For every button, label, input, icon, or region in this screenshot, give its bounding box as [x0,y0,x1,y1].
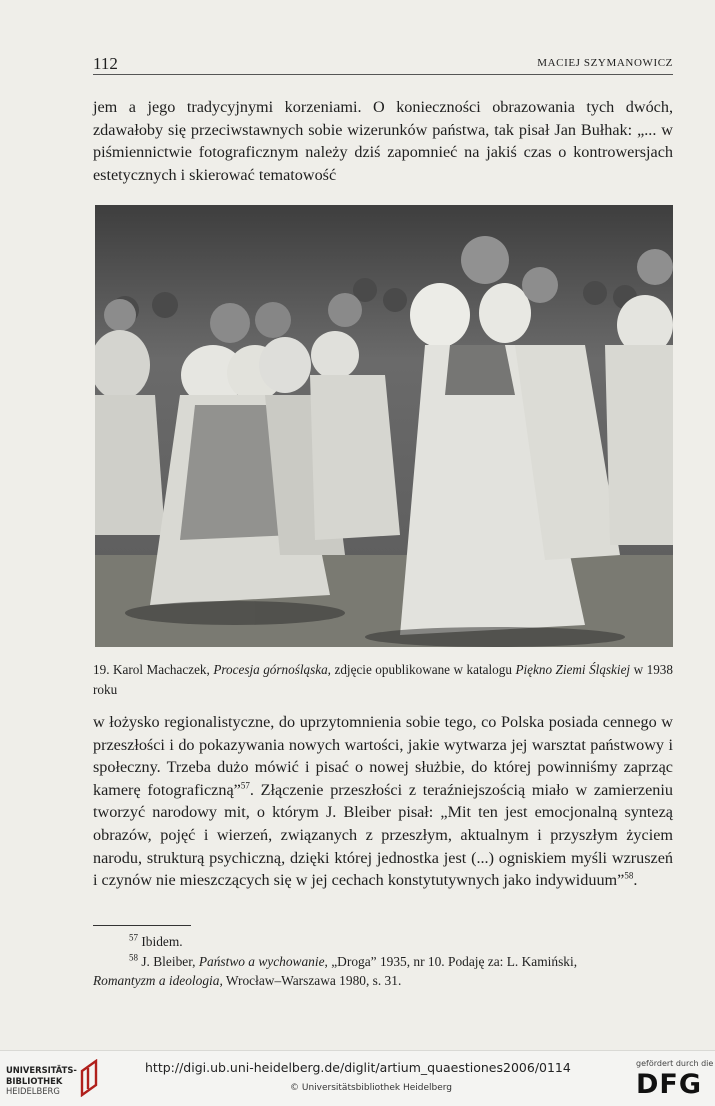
paragraph-bottom-part1: w łożysko regionalistyczne, do uprzytomnienia sobie tego, co Polska posiada cennego w przeszłości i do pokazywania nowych wartości, jakie wytwarza jej warsztat państwowy i społeczny. Trzeba dużo mówić i pisać o nowej służbie, do której powinniśmy zaprząc kamerę fotograficzną” [93,713,673,799]
footnote-text: J. Bleiber, [138,953,199,969]
body-text-bottom [93,711,673,892]
footnote-text: Ibidem. [138,934,183,949]
viewer-footer [0,1050,715,1106]
library-logo-icon[interactable] [74,1059,100,1097]
footnote-rule [93,925,191,926]
caption-catalog: Piękno Ziemi Śląskiej [515,662,631,677]
page-header [93,54,673,75]
footnote-58 [93,952,673,991]
library-name-line2: BIBLIOTHEK [6,1075,63,1086]
library-name-line1: UNIVERSITÄTS- [6,1065,77,1075]
footnote-text: Wrocław–Warszawa 1980, s. 31. [222,973,402,988]
paragraph-bottom-part2: . Złączenie przeszłości z teraźniejszością miało w zamierzeniu tworzyć narodowy mit, o którym J. Bleiber pisał: „Mit ten jest emocjonalną syntezą obrazów, pojęć i wierzeń, związanych z przeszłym, aktualnym i przyszłym życiem narodu, strukturą psychiczną, dzięki której jednostka jest (...) ogniskiem myśli wzruszeń i czynów nie mieszczących się w jej cechach konstytutywnych jako indywiduum” [93,780,673,890]
caption-title: Procesja górnośląska, [213,662,331,677]
library-name-line3: HEIDELBERG [6,1086,60,1096]
figure-caption [93,660,673,700]
paragraph-bottom-part3: . [633,871,638,890]
photo-procession-icon [95,205,673,647]
copyright-text: © Universitätsbibliothek Heidelberg [290,1083,453,1093]
body-text-top [93,96,673,186]
paragraph-bottom [93,711,673,892]
footnotes [93,932,673,991]
footnote-num: 58 [129,952,138,963]
footnote-text: , „Droga” 1935, nr 10. Podaję za: L. Kamiński, [324,953,578,969]
caption-prefix: 19. Karol Machaczek, [93,662,214,677]
figure-photo [95,205,673,647]
footnote-title: Państwo a wychowanie [198,953,325,969]
paragraph-top: jem a jego tradycyjnymi korzeniami. O konieczności obrazowania tych dwóch, zdawałoby się przeciwstawnych sobie wizerunków państwa, tak pisał Jan Bułhak: „... w piśmiennictwie fotograficznym należy dziś zapomnieć na jakiś czas o kontrowersjach estetycznych i skierować tematowość [93,98,673,184]
caption-suffix: w 1938 roku [93,662,673,697]
permalink-url[interactable]: http://digi.ub.uni-heidelberg.de/diglit/artium_quaestiones2006/0114 [145,1060,571,1075]
running-head: MACIEJ SZYMANOWICZ [537,57,673,69]
dfg-logo[interactable]: DFG [636,1069,703,1100]
library-name [6,1065,77,1097]
funder-caption: gefördert durch die [636,1059,714,1068]
page-number: 112 [93,54,118,73]
footnote-ref-58: 58 [624,870,634,881]
footnote-num: 57 [129,932,138,943]
footnote-ref-57: 57 [240,780,250,791]
caption-mid: zdjęcie opublikowane w katalogu [330,662,516,677]
footnote-title: Romantyzm a ideologia, [93,973,223,988]
footnote-57 [93,932,673,952]
